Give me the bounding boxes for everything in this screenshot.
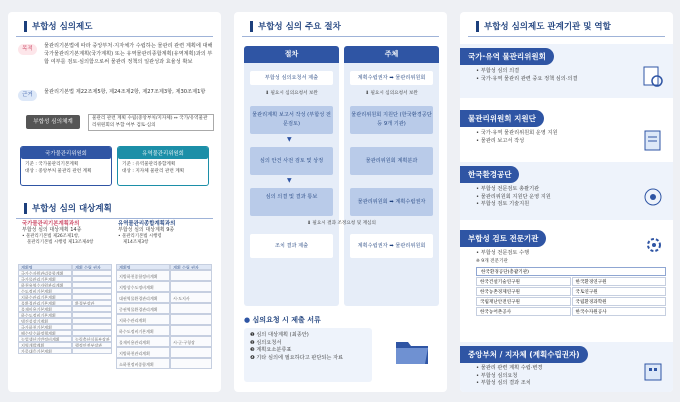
plan-name: 하수도정비기본계획 [116,325,170,336]
plan-authority [170,358,212,369]
section-title-organizations: 부합성 심의제도 관계기관 및 역할 [468,16,665,37]
table-row [116,292,212,303]
plan-name: 국가하천기본계획 [18,324,72,330]
document-item: ❹ 기타 심의에 필요하다고 판단되는 자료 [250,354,344,361]
basin-targets-heading [118,219,210,246]
document-item: ❷ 심의요청서 [250,339,282,346]
org-role: • 물관리 관련 계획 수립·변경 [476,365,543,371]
document-search-icon [640,64,666,90]
org-role: • 물관리 보고서 작성 [476,137,525,144]
plan-authority [72,348,112,354]
table-header-authority: 계획 수립 권자 [170,264,212,270]
plan-name: 지하수관리기본계획 [18,294,72,300]
plan-authority: 시·도지사 [170,292,212,303]
building-icon [640,358,666,384]
national-targets-heading [22,219,114,246]
table-row [116,336,212,347]
panel-system [8,12,221,392]
basin-criteria: 기준 : 유역물관리종합계획 [122,162,176,167]
network-icon [640,184,666,210]
left-count: 부합성 심의 대상계획 14종 [22,227,82,233]
document-item: ❶ 심의 대상계획 (최종안) [250,332,309,338]
panel-procedure [234,12,447,392]
org-name: 국가·유역 물관리위원회 [460,48,554,65]
plan-name: 대권역물환경관리계획 [116,292,170,303]
table-row [116,325,212,336]
lead-agency: 한국환경공단(총괄기관) [476,267,666,276]
org-name: 한국환경공단 [460,166,519,183]
actor-1: 계획수립권자 ➡ 물관리위원회 [350,71,433,85]
plan-name: 물재이용기본계획 [18,306,72,312]
national-committee-box [20,146,112,186]
plan-name: 하수도정비기본계획 [18,312,72,318]
system-label: 부합성 심의체계 [26,115,80,129]
note-2: ⬇ 필요시 결과 조정요청 및 재심의 [307,221,376,226]
table-header-authority: 계획 수립 권자 [72,264,112,270]
basin-targets-table [116,264,212,369]
table-header-plan: 계획명 [18,264,72,270]
basin-target: 대상 : 지자체 물관리 관련 계획 [122,169,185,174]
plan-authority [170,303,212,314]
step-4: 심의 의결 및 결과 통보 [250,188,333,216]
expert-agency: 국립재난안전연구원 [476,297,571,306]
left-heading: 국가물관리기본계획과의 [22,221,80,227]
right-law2: 제14조제3항 [123,240,149,245]
table-row [116,270,212,281]
plan-name: 지방하천종합정비계획 [116,270,170,281]
plan-name: 소하천정비종합계획 [116,358,170,369]
org-role: • 부합성 전문검토 총괄기관 [476,186,540,192]
left-law1: • 물관리기본법 제26조제1항, [22,234,80,239]
expert-agency: 한국농어촌공사 [476,307,571,316]
national-criteria: 기준 : 국가물관리기본계획 [25,162,79,167]
org-name: 부합성 검토 전문기관 [460,230,546,247]
plan-authority [170,270,212,281]
procedure-column-header: 절차 [244,46,339,63]
actor-column-header: 주체 [344,46,439,63]
plan-name: 물환경관리기본계획 [18,300,72,306]
table-row [18,348,112,354]
national-targets-table [18,264,112,354]
plan-authority: 농림축산식품부장관 [72,336,112,342]
plan-authority [170,314,212,325]
plan-name: 지하수관리계획 [116,314,170,325]
org-note: ※ 9개 전문기관 [476,258,508,264]
expert-agency: 한국농촌경제연구원 [476,287,571,296]
org-role: • 국가·유역 물관리위원회 운영 지원 [476,130,558,136]
org-role: • 부합성 심의 의결 [476,68,520,74]
actor-2: 물관리위원회 지원단 (한국환경공단 등 9개 기관) [350,106,433,134]
national-target: 대상 : 중앙부처 물관리 관련 계획 [25,169,92,174]
right-law1: • 물관리기본법 시행령 [118,234,162,239]
plan-authority [170,281,212,292]
actor-column [344,46,439,306]
actor-5: 계획수립권자 ➡ 물관리위원회 [350,234,433,258]
org-role: • 국가·유역 물관리 관련 중요 정책 심의·의결 [476,75,578,82]
section-title-procedure: 부합성 심의 주요 절차 [242,16,439,37]
actor-4: 물관리위원회 ➡ 계획수립권자 [350,188,433,216]
document-item: ❸ 계획요소분류표 [250,347,292,353]
panel-organizations [460,12,673,392]
org-block-4 [460,226,673,342]
basis-label: 근거 [18,90,37,101]
expert-agency: 한국수자원공사 [572,307,667,316]
right-heading: 유역물관리종합계획과의 [118,221,176,227]
expert-agency: 국립환경과학원 [572,297,667,306]
right-count: 부합성 심의 대상계획 9종 [118,227,175,233]
plan-name: 해수담수화정책계획 [18,330,72,336]
arrow-down-icon: ▼ [287,177,292,184]
folder-icon [392,334,432,368]
plan-name: 중권역물환경관리계획 [116,303,170,314]
plan-name: 댐건설장기계획 [18,318,72,324]
org-role: • 부합성 전문검토 수행 [476,250,530,256]
basin-committee-box [117,146,209,186]
plan-authority [170,347,212,358]
expert-agency: 한국건설기술연구원 [476,277,571,286]
plan-authority [170,325,212,336]
documents-list [244,328,372,382]
section-title-targets: 부합성 심의 대상계획 [16,198,213,219]
step-1: 부합성 심의요청서 제출 [250,71,333,85]
bullet-icon: ● [244,316,251,324]
table-row [116,281,212,292]
left-law2: 물관리기본법 시행령 제13조제4항 [27,240,94,245]
org-role: • 부합성 심의 결과 조치 [476,380,531,386]
plan-name: 지역개발계획 [18,342,72,348]
expert-agency: 한국환경연구원 [572,277,667,286]
plan-name: 하천유역수자원관리계획 [18,282,72,288]
plan-name: 지방상수도정비계획 [116,281,170,292]
section-title-system: 부합성 심의제도 [16,16,213,37]
table-row [116,347,212,358]
plan-authority: 환경부장관 [72,300,112,306]
plan-authority: 행정안전부장관 [72,342,112,348]
step-2: 물관리계획 보고서 작성 (부합성 전문검토) [250,106,333,134]
documents-title-text: 심의요청 시 제출 서류 [252,316,321,324]
plan-name: 물재이용관리계획 [116,336,170,347]
national-committee-title: 국가물관리위원회 [21,147,111,159]
gear-icon [643,234,665,256]
table-row [116,358,212,369]
org-name: 중앙부처 / 지자체 (계획수립권자) [460,346,588,363]
actor-3: 물관리위원회 계획분과 [350,147,433,175]
table-header-plan: 계획명 [116,264,170,270]
plan-name: 국가수자원관리종합계획 [18,270,72,276]
plan-name: 국가물관리기본계획 [18,276,72,282]
table-row [116,303,212,314]
arrow-down-icon: ▼ [287,136,292,143]
plan-name: 농업생산기반정비계획 [18,336,72,342]
plan-name: 가뭄대응기본계획 [18,348,72,354]
plan-name: 지방하천관리계획 [116,347,170,358]
expert-agency: 국토연구원 [572,287,667,296]
procedure-column [244,46,339,306]
basin-committee-title: 유역물관리위원회 [118,147,208,159]
purpose-text: 물관리기본법에 따라 중앙부처·지자체가 수립하는 물관리 관련 계획에 대해 국가물관리기본계획(국가계획) 또는 유역물관리종합계획(유역계획)과의 부합 여부를 검토·심의함으로써 물관리 정책의 일관성과 효율성 확보 [44,43,213,65]
note-1a: ⬇ 필요시 심의요청서 보완 [265,91,318,96]
table-row [116,314,212,325]
report-icon [640,128,666,154]
org-name: 물관리위원회 지원단 [460,110,544,127]
expert-agencies-grid [476,277,666,316]
purpose-label: 목적 [18,44,37,55]
plan-authority: 시·군·구청장 [170,336,212,347]
org-role: • 부합성 검토 기술지원 [476,201,530,207]
plan-name: 수도정비기본계획 [18,288,72,294]
step-5: 조치 결과 제출 [250,234,333,258]
step-3: 심의 안건 사전 검토 및 상정 [250,147,333,175]
basis-text: 물관리기본법 제22조제5항, 제24조제2항, 제27조제3항, 제30조제1항 [44,89,206,95]
org-role: • 물관리위원회 지원단 운영 지원 [476,193,551,200]
documents-title [244,315,321,325]
system-text: 물관리 관련 계획 수립(중앙부처/지자체) ↔ 국가/유역물관리위원회의 부합 여부 검토·심의 [88,114,214,131]
note-1b: ⬇ 필요시 심의요청서 보완 [365,91,418,96]
org-role: • 부합성 심의요청 [476,372,518,379]
